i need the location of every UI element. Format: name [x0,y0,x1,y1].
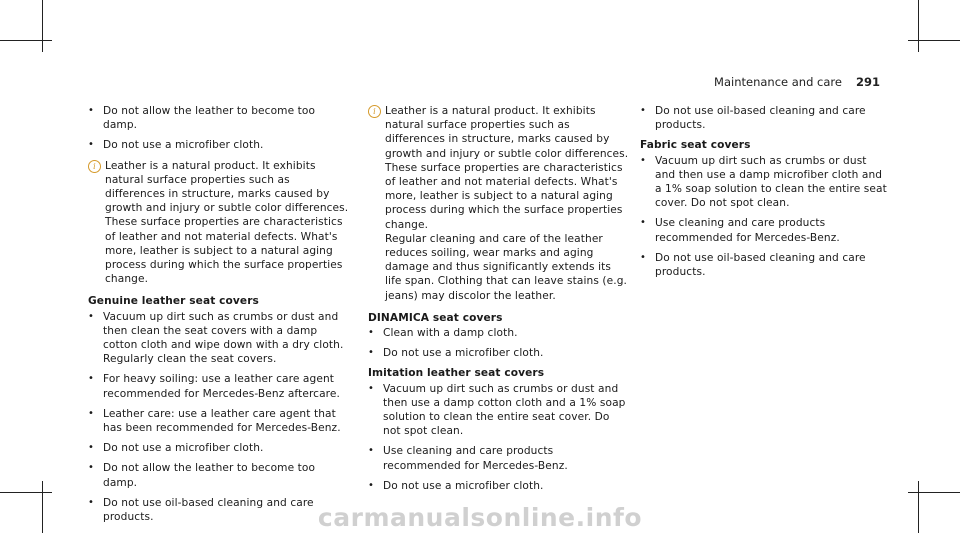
list-item: • Vacuum up dirt such as crumbs or dust and then use a damp microfiber cloth and a 1% soap solution to clean the entire seat cover. Do not spot clean. [640,154,887,210]
bullet-dot: • [88,310,94,322]
crop-mark [908,40,960,41]
bullet-dot: • [88,462,94,474]
crop-mark [0,40,52,41]
bullet-dot: • [88,407,94,419]
section-title: Maintenance and care [714,75,842,89]
column-3 [640,104,890,285]
bullet-dot: • [88,442,94,454]
list-item: • Do not use oil-based cleaning and care products. [640,105,866,132]
bullet-dot: • [88,373,94,385]
bullet-dot: • [368,382,374,394]
list-item: • Leather care: use a leather care agent that has been recommended for Mercedes-Benz. [88,407,341,435]
list-item: • Do not use a microfiber cloth. [368,347,544,360]
bullet-dot: • [640,217,646,229]
info-icon: i [88,160,101,173]
note-text: Regular cleaning and care of the leather reduces soiling, wear marks and aging damage and thus significantly extends its life span. Clothing that can leave stains (e.g. jeans) may discolor the leather. [385,232,628,302]
crop-mark [908,492,960,493]
bullet-dot: • [368,479,374,491]
note-text: Leather is a natural product. It exhibits natural surface properties such as differences in structure, marks caused by growth and injury or subtle color differences. These surface properties are characteristics of leather and not material defects. What's more, leather is subject to a natural aging process during which the surface properties change. [385,105,629,231]
list-item: • For heavy soiling: use a leather care agent recommended for Mercedes-Benz aftercare. [88,373,340,400]
crop-mark [918,0,919,52]
page-header [714,75,880,89]
section-heading: Genuine leather seat covers [88,295,259,308]
watermark: carmanualsonline.info [317,503,643,532]
bullet-dot: • [640,154,646,166]
list-item: • Use cleaning and care products recommended for Mercedes-Benz. [368,445,568,472]
list-item: • Do not use a microfiber cloth. [368,479,544,492]
bullet-dot: • [88,139,94,151]
list-item: • Do not use a microfiber cloth. [88,139,264,152]
list-item: • Do not allow the leather to become too damp. [88,105,316,132]
bullet-dot: • [88,105,94,116]
bullet-dot: • [368,347,374,359]
bullet-dot: • [368,445,374,457]
list-item: • Vacuum up dirt such as crumbs or dust and then use a damp cotton cloth and a 1% soap solution to clean the entire seat cover. Do not spot clean. [368,382,626,438]
section-heading: Fabric seat covers [640,139,751,152]
note-text: Leather is a natural product. It exhibits natural surface properties such as differences in structure, marks caused by growth and injury or subtle color differences. These surface properties are characteristics of leather and not material defects. What's more, leather is subject to a natural aging process during which the surface properties change. [105,159,349,286]
list-item: • Use cleaning and care products recommended for Mercedes-Benz. [640,217,840,244]
crop-mark [42,0,43,52]
list-item: • Do not use a microfiber cloth. [88,442,264,455]
section-heading: Imitation leather seat covers [368,367,545,380]
crop-mark [0,492,52,493]
bullet-dot: • [368,327,374,339]
bullet-dot: • [640,251,646,263]
bullet-dot: • [640,105,646,116]
column-1 [88,104,352,530]
column-2 [368,104,630,499]
section-heading: DINAMICA seat covers [368,311,503,324]
list-item: • Do not allow the leather to become too damp. [88,462,316,489]
list-item: • Do not use oil-based cleaning and care products. [88,496,314,524]
list-item: • Clean with a damp cloth. [368,327,518,340]
info-note [88,159,352,287]
bullet-dot: • [88,496,94,508]
list-item: • Vacuum up dirt such as crumbs or dust and then clean the seat covers with a damp cotton cloth and wipe down with a dry cloth. Regularly clean the seat covers. [88,310,344,366]
page-number: 291 [855,75,880,89]
list-item: • Do not use oil-based cleaning and care products. [640,251,866,279]
info-icon: i [368,105,381,118]
info-note [368,104,630,303]
